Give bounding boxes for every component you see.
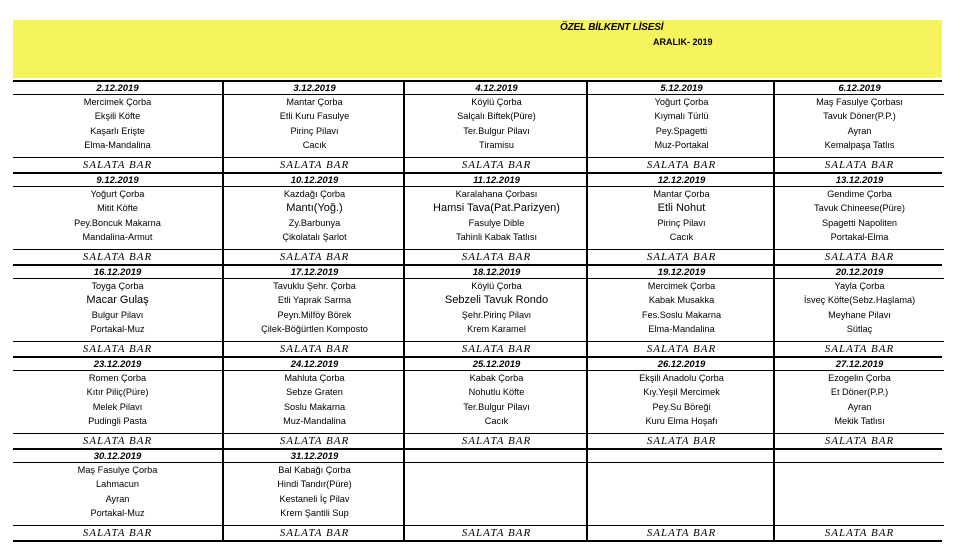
- salad-bar-label: SALATA BAR: [775, 341, 944, 356]
- meal-item: Ter.Bulgur Pilavı: [463, 125, 530, 136]
- meal-item: Sebzeli Tavuk Rondo: [444, 294, 549, 307]
- salad-bar-label: SALATA BAR: [405, 341, 588, 356]
- meal-item: Cacık: [302, 139, 327, 150]
- meal-item: Portakal-Muz: [90, 507, 145, 518]
- meal-item: Fasulye Dible: [468, 217, 525, 228]
- meal-item: [775, 506, 944, 520]
- day-date: 25.12.2019: [405, 358, 588, 371]
- day-cell: [773, 266, 944, 356]
- meal-item: Portakal-Elma: [830, 231, 889, 242]
- salad-bar-label: SALATA BAR: [588, 433, 775, 448]
- meal-item: Kestaneli İç Pilav: [279, 493, 350, 504]
- salad-bar-label: SALATA BAR: [224, 341, 405, 356]
- meal-item: Nohutlu Köfte: [468, 387, 525, 398]
- day-cell: [773, 82, 944, 172]
- meal-item: Tahinli Kabak Tatlısı: [455, 231, 538, 242]
- meal-item: Pirinç Pilavı: [290, 125, 339, 136]
- meal-item: Kuru Elma Hoşafı: [645, 415, 718, 426]
- day-cell: [773, 174, 944, 264]
- day-date: 3.12.2019: [224, 82, 405, 95]
- day-date: 17.12.2019: [224, 266, 405, 279]
- salad-bar-label: SALATA BAR: [775, 249, 944, 264]
- meal-item: Mandalina-Armut: [82, 231, 153, 242]
- day-date: 13.12.2019: [775, 174, 944, 187]
- meal-item: Köylü Çorba: [471, 281, 522, 291]
- meal-item: [405, 463, 588, 477]
- day-cell: [222, 82, 405, 172]
- meal-item: Lahmacun: [96, 479, 139, 490]
- meal-item: [588, 506, 775, 520]
- salad-bar-label: SALATA BAR: [775, 433, 944, 448]
- menu-table: [13, 80, 942, 542]
- salad-bar-label: SALATA BAR: [775, 157, 944, 172]
- day-cell: [13, 82, 222, 172]
- salad-bar-label: SALATA BAR: [405, 433, 588, 448]
- meal-item: Şehr.Pirinç Pilavı: [461, 309, 532, 320]
- week-row: [13, 448, 942, 542]
- meal-item: [405, 506, 588, 520]
- salad-bar-label: SALATA BAR: [13, 249, 222, 264]
- meal-item: Bulgur Pilavı: [91, 309, 144, 320]
- day-date: 24.12.2019: [224, 358, 405, 371]
- salad-bar-label: SALATA BAR: [224, 157, 405, 172]
- salad-bar-label: SALATA BAR: [588, 249, 775, 264]
- meal-item: Peyn.Milföy Börek: [277, 309, 352, 320]
- day-date: 11.12.2019: [405, 174, 588, 187]
- meal-item: Sebze Graten: [286, 387, 343, 398]
- meal-item: Yayla Çorba: [834, 281, 885, 291]
- meal-item: Portakal-Muz: [90, 323, 145, 334]
- meal-item: Ekşili Anadolu Çorba: [639, 373, 724, 383]
- meal-item: Elma-Mandalina: [648, 323, 715, 334]
- meal-item: Pey.Spagetti: [655, 125, 708, 136]
- day-date: 9.12.2019: [13, 174, 222, 187]
- meal-item: Mantar Çorba: [653, 189, 710, 199]
- salad-bar-label: SALATA BAR: [224, 433, 405, 448]
- meal-item: Krem Şantili Sup: [280, 507, 349, 518]
- meal-item: Muz-Mandalina: [283, 415, 346, 426]
- day-cell: [586, 450, 775, 540]
- day-cell: [222, 174, 405, 264]
- salad-bar-label: SALATA BAR: [224, 249, 405, 264]
- day-date: 20.12.2019: [775, 266, 944, 279]
- meal-item: Mekik Tatlısı: [834, 415, 885, 426]
- day-date: [588, 450, 775, 463]
- day-date: 18.12.2019: [405, 266, 588, 279]
- salad-bar-label: SALATA BAR: [588, 341, 775, 356]
- meal-item: Kazdağı Çorba: [283, 189, 346, 199]
- day-date: 26.12.2019: [588, 358, 775, 371]
- week-row: [13, 264, 942, 356]
- day-date: 5.12.2019: [588, 82, 775, 95]
- meal-item: Soslu Makarna: [283, 401, 346, 412]
- meal-item: Cacık: [484, 415, 509, 426]
- day-date: 2.12.2019: [13, 82, 222, 95]
- day-cell: [773, 358, 944, 448]
- meal-item: Karalahana Çorbası: [455, 189, 538, 199]
- meal-item: Ekşili Köfte: [94, 111, 141, 122]
- meal-item: Hamsi Tava(Pat.Parizyen): [433, 202, 560, 215]
- meal-item: Krem Karamel: [467, 323, 526, 334]
- meal-item: Tavuk Döner(P.P.): [823, 111, 896, 122]
- salad-bar-label: SALATA BAR: [588, 157, 775, 172]
- meal-item: Tavuk Chineese(Püre): [814, 203, 905, 214]
- meal-item: Kıtır Piliç(Püre): [86, 387, 149, 398]
- meal-item: Romen Çorba: [88, 373, 147, 383]
- meal-item: Kemalpaşa Tatlıs: [824, 139, 895, 150]
- day-date: 23.12.2019: [13, 358, 222, 371]
- meal-item: Fes.Soslu Makarna: [641, 309, 722, 320]
- meal-item: Etli Kuru Fasulye: [279, 111, 350, 122]
- week-row: [13, 80, 942, 172]
- salad-bar-label: SALATA BAR: [405, 157, 588, 172]
- week-row: [13, 172, 942, 264]
- meal-item: Mantı(Yoğ.): [286, 202, 343, 215]
- meal-item: [588, 492, 775, 506]
- meal-item: Mantar Çorba: [286, 97, 343, 107]
- day-date: 27.12.2019: [775, 358, 944, 371]
- day-cell: [586, 174, 775, 264]
- day-cell: [222, 450, 405, 540]
- meal-item: Ayran: [847, 125, 872, 136]
- meal-item: Mercimek Çorba: [647, 281, 716, 291]
- meal-item: Pudingli Pasta: [88, 415, 147, 426]
- meal-item: Melek Pilavı: [92, 401, 143, 412]
- day-cell: [403, 82, 588, 172]
- salad-bar-label: SALATA BAR: [13, 433, 222, 448]
- meal-item: Çilek-Böğürtlen Komposto: [261, 323, 368, 334]
- meal-item: Tavuklu Şehr. Çorba: [273, 281, 356, 291]
- day-cell: [13, 450, 222, 540]
- meal-item: Kıy.Yeşil Mercimek: [643, 387, 720, 398]
- salad-bar-label: SALATA BAR: [405, 525, 588, 540]
- meal-item: Zy.Barbunya: [288, 217, 341, 228]
- meal-item: Sütlaç: [846, 323, 873, 334]
- meal-item: Etli Yaprak Sarma: [277, 295, 352, 306]
- day-cell: [586, 82, 775, 172]
- meal-item: Maş Fasulye Çorba: [77, 465, 158, 475]
- meal-item: Yoğurt Çorba: [654, 97, 709, 107]
- salad-bar-label: SALATA BAR: [13, 157, 222, 172]
- day-date: [775, 450, 944, 463]
- day-date: 31.12.2019: [224, 450, 405, 463]
- day-cell: [13, 358, 222, 448]
- meal-item: Cacık: [669, 231, 694, 242]
- meal-item: Spagetti Napoliten: [821, 217, 898, 228]
- meal-item: Ayran: [105, 493, 130, 504]
- day-cell: [773, 450, 944, 540]
- school-name: ÖZEL BİLKENT LİSESİ: [560, 22, 664, 33]
- meal-item: Pey.Su Böreği: [652, 401, 711, 412]
- meal-item: Köylü Çorba: [471, 97, 522, 107]
- meal-item: Toyga Çorba: [91, 281, 144, 291]
- day-date: 12.12.2019: [588, 174, 775, 187]
- meal-item: Bal Kabağı Çorba: [278, 465, 351, 475]
- meal-item: Ezogelin Çorba: [828, 373, 891, 383]
- day-cell: [403, 358, 588, 448]
- meal-item: Meyhane Pilavı: [828, 309, 891, 320]
- meal-item: [775, 477, 944, 491]
- meal-item: İsveç Köfte(Sebz.Haşlama): [803, 295, 916, 306]
- meal-item: Elma-Mandalina: [84, 139, 151, 150]
- meal-item: [775, 492, 944, 506]
- meal-item: [405, 492, 588, 506]
- day-cell: [403, 266, 588, 356]
- day-cell: [13, 266, 222, 356]
- meal-item: Yoğurt Çorba: [90, 189, 145, 199]
- day-cell: [586, 358, 775, 448]
- day-cell: [403, 450, 588, 540]
- day-date: 6.12.2019: [775, 82, 944, 95]
- meal-item: Gendime Çorba: [827, 189, 892, 199]
- meal-item: Salçalı Biftek(Püre): [457, 111, 536, 122]
- meal-item: Kabak Çorba: [469, 373, 524, 383]
- salad-bar-label: SALATA BAR: [224, 525, 405, 540]
- day-cell: [403, 174, 588, 264]
- meal-item: Kıymalı Türlü: [654, 111, 709, 122]
- meal-item: Tiramisu: [479, 139, 514, 150]
- day-date: 19.12.2019: [588, 266, 775, 279]
- meal-item: Hindi Tandır(Püre): [277, 479, 352, 490]
- salad-bar-label: SALATA BAR: [13, 525, 222, 540]
- meal-item: Kaşarlı Erişte: [90, 125, 145, 136]
- meal-item: [775, 463, 944, 477]
- menu-month: ARALIK- 2019: [653, 37, 713, 47]
- salad-bar-label: SALATA BAR: [13, 341, 222, 356]
- day-date: 30.12.2019: [13, 450, 222, 463]
- meal-item: Çikolatalı Şarlot: [282, 231, 347, 242]
- meal-item: Et Döner(P.P.): [830, 387, 889, 398]
- salad-bar-label: SALATA BAR: [588, 525, 775, 540]
- meal-item: Kabak Musakka: [648, 295, 715, 306]
- day-date: [405, 450, 588, 463]
- day-date: 4.12.2019: [405, 82, 588, 95]
- meal-item: Macar Gulaş: [86, 294, 149, 307]
- day-date: 16.12.2019: [13, 266, 222, 279]
- day-cell: [222, 358, 405, 448]
- meal-item: Ayran: [847, 401, 872, 412]
- day-cell: [222, 266, 405, 356]
- meal-item: Mitit Köfte: [97, 203, 138, 214]
- meal-item: Ter.Bulgur Pilavı: [463, 401, 530, 412]
- day-cell: [13, 174, 222, 264]
- day-cell: [586, 266, 775, 356]
- meal-item: Pey.Boncuk Makarna: [74, 217, 161, 228]
- meal-item: Maş Fasulye Çorbası: [816, 97, 903, 107]
- meal-item: Mahluta Çorba: [284, 373, 345, 383]
- meal-item: [405, 477, 588, 491]
- meal-item: Muz-Portakal: [654, 139, 709, 150]
- meal-item: Pirinç Pilavı: [657, 217, 706, 228]
- meal-item: Etli Nohut: [657, 202, 706, 215]
- menu-header: [13, 20, 942, 78]
- meal-item: [588, 463, 775, 477]
- meal-item: Mercimek Çorba: [83, 97, 152, 107]
- salad-bar-label: SALATA BAR: [405, 249, 588, 264]
- week-row: [13, 356, 942, 448]
- salad-bar-label: SALATA BAR: [775, 525, 944, 540]
- day-date: 10.12.2019: [224, 174, 405, 187]
- meal-item: [588, 477, 775, 491]
